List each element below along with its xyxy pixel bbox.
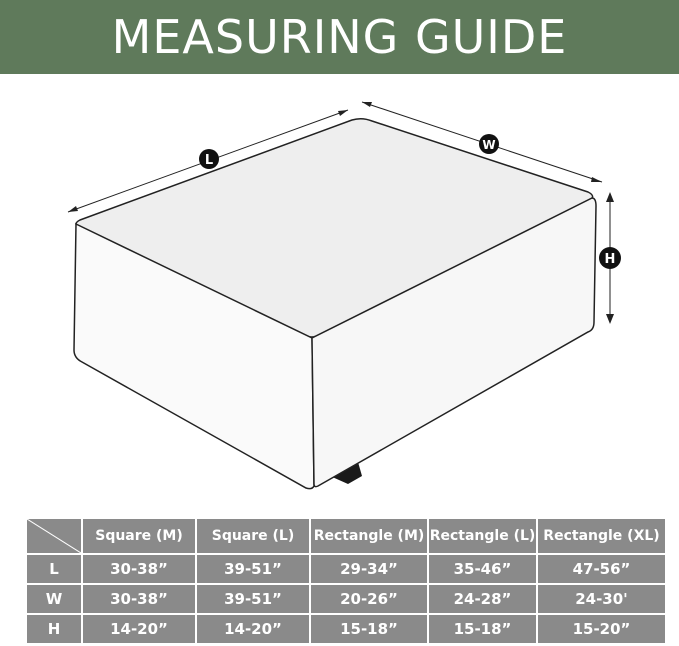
table-cell: 47-56” — [538, 555, 665, 583]
table-cell: 39-51” — [197, 555, 309, 583]
row-header: H — [27, 615, 81, 643]
column-header: Rectangle (XL) — [538, 519, 665, 553]
table-header-row — [27, 519, 665, 553]
table-cell: 14-20” — [197, 615, 309, 643]
table-corner-cell — [27, 519, 81, 553]
table-cell: 20-26” — [311, 585, 427, 613]
row-header: W — [27, 585, 81, 613]
table-cell: 15-18” — [429, 615, 536, 643]
table-row — [27, 615, 665, 643]
table-cell: 39-51” — [197, 585, 309, 613]
table-cell: 15-18” — [311, 615, 427, 643]
table-cell: 14-20” — [83, 615, 195, 643]
table-cell: 15-20” — [538, 615, 665, 643]
column-header: Rectangle (L) — [429, 519, 536, 553]
height-dimension — [599, 192, 621, 324]
table-cell: 35-46” — [429, 555, 536, 583]
header-banner — [0, 0, 679, 74]
table-cell: 29-34” — [311, 555, 427, 583]
table-row — [27, 585, 665, 613]
height-label: H — [604, 252, 616, 267]
size-table — [25, 517, 667, 645]
ottoman-diagram — [0, 74, 679, 514]
column-header: Square (M) — [83, 519, 195, 553]
length-label: L — [204, 153, 214, 168]
page-title: MEASURING GUIDE — [111, 10, 568, 64]
table-row — [27, 555, 665, 583]
table-cell: 30-38” — [83, 585, 195, 613]
diagonal-divider — [27, 519, 81, 553]
column-header: Rectangle (M) — [311, 519, 427, 553]
width-label: W — [482, 138, 496, 152]
table-cell: 30-38” — [83, 555, 195, 583]
column-header: Square (L) — [197, 519, 309, 553]
row-header: L — [27, 555, 81, 583]
table-cell: 24-30' — [538, 585, 665, 613]
table-cell: 24-28” — [429, 585, 536, 613]
